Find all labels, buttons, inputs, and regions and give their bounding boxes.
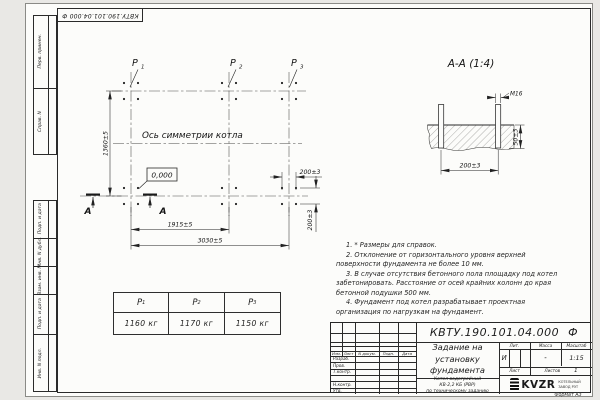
- lit-value: И: [501, 353, 507, 362]
- load-table-value-p1: 1160 кг: [114, 313, 169, 334]
- tb-line: [379, 323, 380, 394]
- tb-line: [520, 349, 521, 367]
- load-table: [113, 292, 281, 335]
- tb-col-ndokum: N докум.: [358, 350, 376, 356]
- mass-value: -: [544, 353, 547, 362]
- tb-row-utv: Утв.: [333, 388, 342, 394]
- doc-subtitle-line: по техническому заданию: [426, 388, 489, 394]
- dim-bolt-h-label: 200±3: [299, 169, 321, 176]
- note-1: 1. * Размеры для справок.: [346, 241, 437, 249]
- thread-callout-lines: [496, 93, 510, 103]
- reversed-docnumber-text: КВТУ.190.101.04.000 Ф: [61, 11, 139, 19]
- section-view: [427, 58, 524, 175]
- note-3: 3. В случае отсутствия бетонного пола площадку под котел забетонировать. Расстояние от осей крайних колонн до края бетонной подушки 500 мм.: [336, 269, 558, 297]
- doc-title-line: фундамента: [430, 365, 485, 376]
- company-sub-line1: КОТЕЛЬНЫЙ: [558, 380, 581, 385]
- tb-line: [398, 323, 399, 394]
- load-table-header-p2: P 2: [169, 293, 224, 313]
- load-table-value-p2: 1170 кг: [169, 313, 224, 334]
- load-point-p2: P: [230, 58, 236, 69]
- sheet-label: Лист: [509, 368, 520, 374]
- lit-header: Лит.: [509, 342, 520, 348]
- doc-subtitle: [416, 378, 499, 394]
- thread-label: М16: [510, 91, 523, 98]
- margin-stamp-label: Перв. примен.: [38, 34, 43, 69]
- tb-row-nkontr: Н.контр.: [333, 381, 352, 387]
- load-table-header-p3: P 3: [225, 293, 280, 313]
- load-point-leaders: [130, 70, 297, 88]
- load-point-p3: P: [291, 58, 297, 69]
- tb-col-list: Лист: [343, 350, 354, 356]
- doc-title: [416, 342, 499, 378]
- doc-number-cell: [416, 323, 592, 342]
- dim-3030-label: 3030±5: [197, 237, 223, 245]
- tb-line: [355, 323, 356, 394]
- tb-row-tkontr: Т.контр.: [333, 369, 352, 375]
- load-point-p1-sub: 1: [141, 64, 145, 71]
- section-dim-50-label: 50±3: [512, 128, 520, 146]
- load-point-p1: P: [132, 58, 138, 69]
- section-dim-200-label: 200±3: [459, 162, 481, 170]
- tb-line: [331, 346, 416, 347]
- scale-header: Масштаб: [566, 342, 587, 348]
- anchor-bolt-left: [439, 105, 444, 149]
- sheets-cell: [530, 367, 592, 376]
- margin-stamp-label: Подп. и дата: [38, 203, 43, 235]
- company-sub: [558, 380, 580, 389]
- technical-notes: [336, 241, 567, 317]
- tb-line: [509, 349, 510, 367]
- note-2: 2. Отклонение от горизонтального уровня верхней поверхности фундамента не более 10 мм.: [336, 250, 526, 269]
- format-label: Формат А3: [554, 393, 582, 398]
- dim-bolt-v-label: 200±3: [307, 209, 314, 231]
- note-4: 4. Фундамент под котел разрабатывает проектная организация по нагрузкам на фундамент.: [336, 298, 526, 316]
- load-table-value-p3: 1150 кг: [235, 319, 269, 328]
- anchor-bolt-right: [496, 105, 501, 149]
- company-name: KVZR: [521, 378, 556, 391]
- symmetry-axis-label: Ось симметрии котла: [142, 131, 243, 141]
- margin-stamp-label: Взам. инв. N: [38, 265, 43, 295]
- tb-col-izm: Изм.: [332, 350, 341, 356]
- load-point-p2-sub: 2: [239, 64, 243, 71]
- mass-header: Масса: [538, 342, 553, 348]
- section-cut-marks: [86, 195, 157, 208]
- load-table-header-p1: P 1: [114, 293, 169, 313]
- title-block: [330, 322, 591, 393]
- plan-view: [80, 58, 322, 250]
- tb-row-razrab: Разраб.: [333, 356, 350, 362]
- tb-line: [331, 333, 416, 334]
- doc-title-line: установку: [435, 353, 480, 364]
- section-letter-right: А: [159, 207, 167, 217]
- margin-stamp-label: Подп. и дата: [38, 298, 43, 330]
- dim-1360-label: 1360±5: [102, 131, 110, 156]
- doc-suffix: Ф: [568, 325, 579, 339]
- doc-subtitle-line: КВ-2,2 КБ (РВР): [439, 382, 476, 388]
- sheets-label: Листов: [544, 368, 561, 374]
- tb-col-podp: Подп.: [382, 350, 395, 356]
- dim-1915-label: 1915±5: [167, 221, 193, 229]
- company-logo-icon: [510, 378, 519, 391]
- margin-stamp-label: Инв. N дубл.: [38, 236, 43, 268]
- section-title: А-А (1:4): [447, 58, 495, 70]
- doc-subtitle-line: Котел водогрейный: [433, 377, 482, 383]
- plan-axis-lines: [80, 72, 308, 216]
- elevation-leader: [139, 181, 147, 189]
- section-letter-left: А: [84, 207, 92, 217]
- tb-row-prov: Пров.: [333, 362, 346, 368]
- margin-stamp-label: Инв. N подл.: [38, 347, 43, 379]
- company-sub-line2: ЗАВОД РЭТ: [558, 384, 579, 389]
- load-point-p3-sub: 3: [300, 64, 304, 71]
- company-logo-cell: [499, 375, 592, 394]
- sheets-value: 1: [574, 367, 578, 374]
- tb-col-data: Дата: [402, 350, 412, 356]
- scale-value: 1:15: [569, 353, 584, 362]
- margin-stamp-label: Справ. N: [38, 110, 43, 132]
- doc-title-line: Задание на: [432, 342, 483, 353]
- elevation-value: 0,000: [151, 170, 173, 180]
- doc-number: КВТУ.190.101.04.000: [429, 325, 560, 339]
